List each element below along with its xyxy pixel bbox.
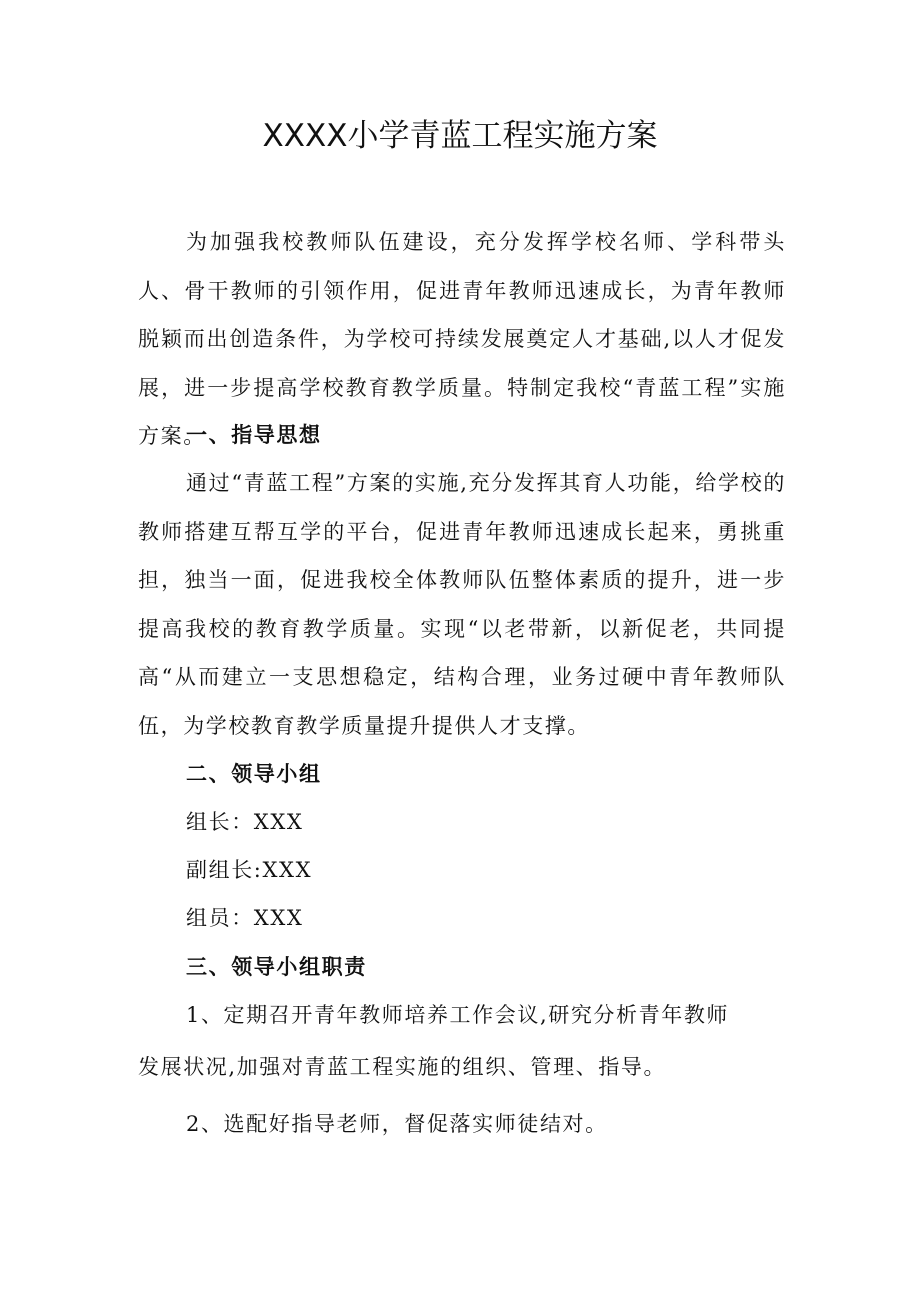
group-leader-line: 组长：XXX xyxy=(186,810,304,834)
members-line: 组员：XXX xyxy=(186,906,304,930)
guiding-ideology-paragraph: 通过“青蓝工程”方案的实施,充分发挥其育人功能，给学校的教师搭建互帮互学的平台，促进青年教师迅速成长起来，勇挑重担，独当一面，促进我校全体教师队伍整体素质的提升，进一步提高我校的教育教学质量。实现“以老带新，以新促老，共同提高“从而建立一支思想稳定，结构合理，业务过硬中青年教师队伍，为学校教育教学质量提升提供人才支撑。 xyxy=(138,471,786,738)
intro-paragraph: 为加强我校教师队伍建设，充分发挥学校名师、学科带头人、骨干教师的引领作用，促进青年教师迅速成长，为青年教师脱颖而出创造条件，为学校可持续发展奠定人才基础,以人才促发展，进一步提高学校教育教学质量。特制定我校“青蓝工程”实施方案。 xyxy=(138,230,786,449)
responsibility-item-1-line-2: 发展状况,加强对青蓝工程实施的组织、管理、指导。 xyxy=(138,1055,667,1079)
responsibility-item-2: 2、选配好指导老师，督促落实师徒结对。 xyxy=(186,1112,608,1136)
section-heading-responsibilities: 三、领导小组职责 xyxy=(186,955,367,979)
section-heading-leadership-group: 二、领导小组 xyxy=(186,762,322,786)
responsibility-item-1-line-1: 1、定期召开青年教师培养工作会议,研究分析青年教师 xyxy=(186,1003,730,1027)
vice-leader-line: 副组长:XXX xyxy=(186,858,313,882)
section-heading-guiding-ideology: 一、指导思想 xyxy=(186,423,322,447)
document-title: XXXX小学青蓝工程实施方案 xyxy=(262,118,658,154)
